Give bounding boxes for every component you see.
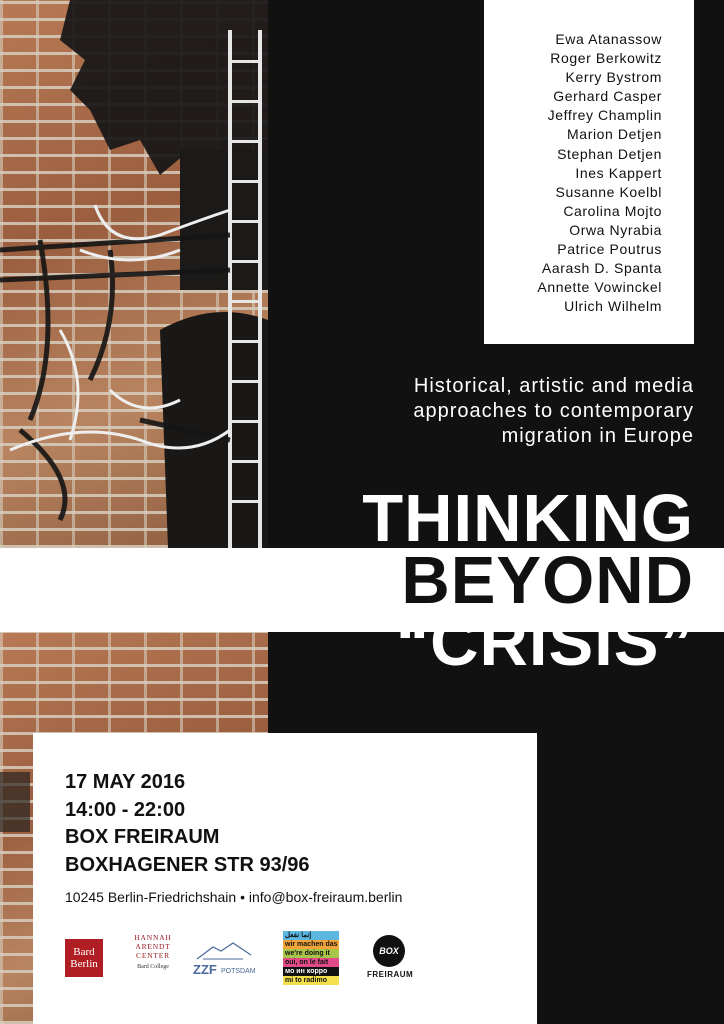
zzf-logo-word: ZZF <box>193 962 217 977</box>
participant-name: Annette Vowinckel <box>537 279 662 296</box>
wmd-line: mi to radimo <box>283 976 339 985</box>
participant-name: Carolina Mojto <box>563 202 662 219</box>
event-contact: 10245 Berlin-Friedrichshain • info@box-freiraum.berlin <box>65 889 403 905</box>
partner-logos <box>65 931 515 987</box>
ladder-sculpture-photo <box>0 0 268 548</box>
wmd-line: oui, on le fait <box>283 958 339 967</box>
wmd-line: мо ин корро <box>283 967 339 976</box>
zzf-potsdam-logo <box>193 941 257 977</box>
title-line-crisis: “CRISIS” <box>395 605 694 680</box>
wmd-line: wir machen das <box>285 941 338 948</box>
title-line-thinking: THINKING <box>362 481 694 556</box>
participant-name: Orwa Nyrabia <box>569 221 662 238</box>
hac-logo-sub: Bard College <box>137 964 169 970</box>
participant-name: Ines Kappert <box>575 164 662 181</box>
participant-name: Gerhard Casper <box>553 88 662 105</box>
participant-name: Aarash D. Spanta <box>541 260 662 277</box>
box-freiraum-logo <box>367 935 414 979</box>
subtitle-line: approaches to contemporary <box>413 400 694 422</box>
hac-logo-line1: HANNAH <box>134 933 172 942</box>
bard-logo-line1: Bard <box>73 946 95 958</box>
bard-logo-line2: Berlin <box>70 958 98 970</box>
hac-logo-line3: CENTER <box>136 951 170 960</box>
participant-name: Marion Detjen <box>567 126 662 143</box>
event-subtitle <box>334 374 694 449</box>
participant-name: Jeffrey Champlin <box>547 107 662 124</box>
event-title <box>362 481 694 680</box>
participants-list <box>484 30 662 316</box>
event-info-panel <box>33 733 537 1024</box>
wir-machen-das-logo <box>283 931 339 985</box>
zzf-logo-town: POTSDAM <box>221 968 256 975</box>
event-street: BOXHAGENER STR 93/96 <box>65 853 310 876</box>
event-date: 17 MAY 2016 <box>65 771 186 793</box>
participants-panel <box>484 0 694 344</box>
participant-name: Stephan Detjen <box>557 145 662 162</box>
title-line-beyond: BEYOND <box>401 543 694 618</box>
wmd-line: we're doing it <box>283 949 339 958</box>
box-logo-label: FREIRAUM <box>367 970 414 979</box>
wmd-line: إنما نفعل <box>283 931 339 940</box>
zzf-building-icon <box>193 941 257 961</box>
participant-name: Susanne Koelbl <box>555 183 662 200</box>
event-venue: BOX FREIRAUM <box>65 826 220 848</box>
box-logo-circle: BOX <box>373 935 405 967</box>
participant-name: Roger Berkowitz <box>550 50 662 67</box>
participant-name: Ulrich Wilhelm <box>564 298 662 315</box>
hannah-arendt-center-logo <box>133 933 173 972</box>
brick-wall-photo-top <box>0 0 268 548</box>
participant-name: Patrice Poutrus <box>557 241 662 258</box>
event-time: 14:00 - 22:00 <box>65 798 186 821</box>
bard-berlin-logo <box>65 939 103 977</box>
subtitle-line: Historical, artistic and media <box>413 375 694 397</box>
participant-name: Kerry Bystrom <box>565 69 662 86</box>
hac-logo-line2: ARENDT <box>135 942 171 951</box>
participant-name: Ewa Atanassow <box>555 31 662 47</box>
subtitle-line: migration in Europe <box>501 425 694 447</box>
